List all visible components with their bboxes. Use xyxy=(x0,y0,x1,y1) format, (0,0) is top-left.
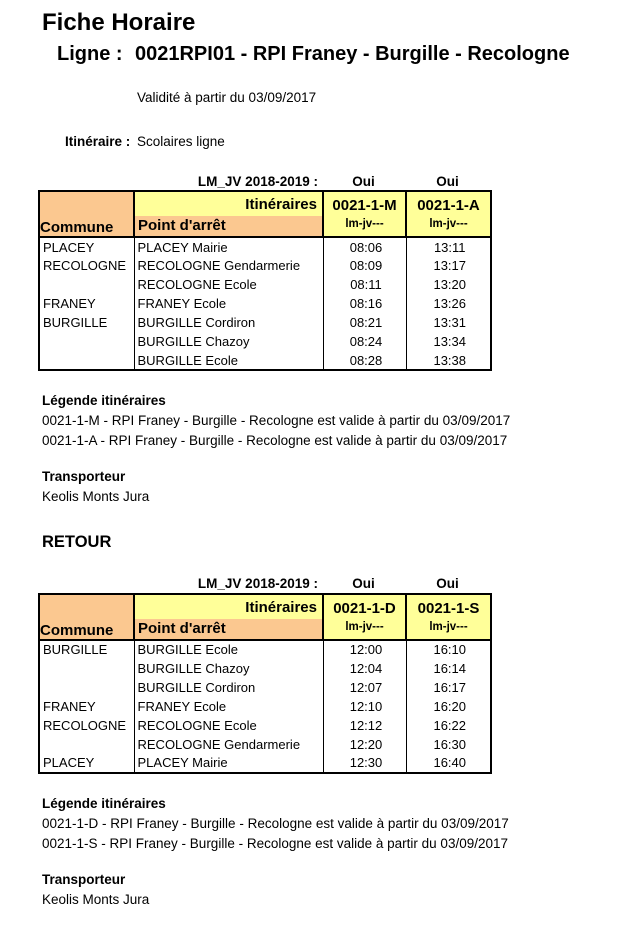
timetable-row xyxy=(39,294,491,313)
timetable-row xyxy=(39,256,491,275)
timetable-row xyxy=(39,754,491,773)
time-cell: 08:06 xyxy=(323,237,406,256)
legend-line: 0021-1-D - RPI Franey - Burgille - Recologne est valide à partir du 03/09/2017 xyxy=(42,815,509,831)
itinerary-code: 0021-1-S xyxy=(417,599,480,617)
time-cell: 13:34 xyxy=(406,332,491,351)
line-row xyxy=(57,43,640,66)
timetable-row xyxy=(39,678,491,697)
period-value: Oui xyxy=(352,576,375,592)
commune-cell: RECOLOGNE xyxy=(39,716,134,735)
timetable-row xyxy=(39,237,491,256)
carrier-heading: Transporteur xyxy=(42,871,126,887)
retour-heading: RETOUR xyxy=(42,533,112,552)
commune-cell xyxy=(39,735,134,754)
commune-cell xyxy=(39,659,134,678)
fiche-horaire-page xyxy=(0,9,640,931)
commune-cell xyxy=(39,332,134,351)
time-cell: 08:16 xyxy=(323,294,406,313)
itinerary-code: 0021-1-D xyxy=(333,599,396,617)
time-cell: 12:30 xyxy=(323,754,406,773)
time-cell: 16:14 xyxy=(406,659,491,678)
stop-header: Point d'arrêt xyxy=(135,619,322,639)
time-cell: 13:17 xyxy=(406,256,491,275)
carrier-name: Keolis Monts Jura xyxy=(42,489,150,505)
time-cell: 08:09 xyxy=(323,256,406,275)
stop-cell: BURGILLE Ecole xyxy=(134,640,323,659)
stop-cell: RECOLOGNE Gendarmerie xyxy=(134,256,323,275)
itineraries-label: Itinéraires xyxy=(135,192,322,216)
timetable xyxy=(38,190,492,371)
itinerary-code: 0021-1-M xyxy=(332,197,397,215)
timetable-block xyxy=(38,575,640,774)
commune-cell: RECOLOGNE xyxy=(39,256,134,275)
period-value: Oui xyxy=(436,576,459,592)
timetable-row xyxy=(39,351,491,370)
period-label: LM_JV 2018-2019 : xyxy=(197,576,318,592)
legend-return-section xyxy=(38,794,640,910)
itinerary-label: Itinéraire : xyxy=(65,133,131,149)
stop-cell: BURGILLE Chazoy xyxy=(134,332,323,351)
period-annotation-row xyxy=(38,172,490,190)
time-cell: 13:38 xyxy=(406,351,491,370)
stop-cell: FRANEY Ecole xyxy=(134,294,323,313)
stop-header: Point d'arrêt xyxy=(135,216,322,236)
time-cell: 13:31 xyxy=(406,313,491,332)
time-cell: 16:10 xyxy=(406,640,491,659)
legend-lines xyxy=(42,411,640,451)
timetable-row xyxy=(39,640,491,659)
time-cell: 12:07 xyxy=(323,678,406,697)
legend-line: 0021-1-A - RPI Franey - Burgille - Recologne est valide à partir du 03/09/2017 xyxy=(42,433,508,449)
commune-cell xyxy=(39,275,134,294)
itinerary-days: lm-jv--- xyxy=(429,620,468,633)
time-cell: 12:10 xyxy=(323,697,406,716)
itinerary-days: lm-jv--- xyxy=(345,218,384,231)
itinerary-value: Scolaires ligne xyxy=(137,133,225,149)
time-cell: 12:20 xyxy=(323,735,406,754)
commune-cell: PLACEY xyxy=(39,754,134,773)
legend-lines xyxy=(42,814,640,854)
carrier-heading: Transporteur xyxy=(42,469,126,485)
timetable-row xyxy=(39,313,491,332)
commune-header: Commune xyxy=(39,594,134,640)
line-value: 0021RPI01 - RPI Franey - Burgille - Recologne xyxy=(135,42,570,65)
legend-block xyxy=(42,794,640,910)
commune-cell xyxy=(39,678,134,697)
stop-cell: RECOLOGNE Ecole xyxy=(134,275,323,294)
itinerary-days: lm-jv--- xyxy=(345,620,384,633)
legend-line: 0021-1-S - RPI Franey - Burgille - Recologne est valide à partir du 03/09/2017 xyxy=(42,835,509,851)
stop-cell: PLACEY Mairie xyxy=(134,754,323,773)
time-cell: 16:30 xyxy=(406,735,491,754)
timetable-row xyxy=(39,275,491,294)
time-cell: 13:20 xyxy=(406,275,491,294)
line-label: Ligne : xyxy=(57,42,123,65)
time-cell: 12:00 xyxy=(323,640,406,659)
timetable-outbound-section xyxy=(38,172,640,371)
itinerary-row xyxy=(38,134,640,150)
legend-outbound-section xyxy=(38,391,640,507)
commune-cell: BURGILLE xyxy=(39,313,134,332)
timetable-header-row xyxy=(39,191,491,237)
time-cell: 08:28 xyxy=(323,351,406,370)
stop-cell: BURGILLE Ecole xyxy=(134,351,323,370)
itinerary-column-header xyxy=(406,191,491,237)
commune-cell: PLACEY xyxy=(39,237,134,256)
carrier-name: Keolis Monts Jura xyxy=(42,891,150,907)
itinerary-code: 0021-1-A xyxy=(417,197,480,215)
timetable-block xyxy=(38,172,640,371)
commune-header: Commune xyxy=(39,191,134,237)
itinerary-column-header xyxy=(323,191,406,237)
stop-cell: PLACEY Mairie xyxy=(134,237,323,256)
itinerary-column-header xyxy=(323,594,406,640)
legend-heading: Légende itinéraires xyxy=(42,795,166,811)
stop-header-cell xyxy=(134,191,323,237)
time-cell: 13:26 xyxy=(406,294,491,313)
stop-cell: BURGILLE Cordiron xyxy=(134,678,323,697)
time-cell: 08:21 xyxy=(323,313,406,332)
timetable xyxy=(38,593,492,774)
timetable-return-section xyxy=(38,575,640,774)
period-value: Oui xyxy=(436,173,459,189)
stop-cell: FRANEY Ecole xyxy=(134,697,323,716)
itinerary-days: lm-jv--- xyxy=(429,218,468,231)
time-cell: 16:22 xyxy=(406,716,491,735)
time-cell: 08:24 xyxy=(323,332,406,351)
timetable-row xyxy=(39,735,491,754)
legend-block xyxy=(42,391,640,507)
commune-cell xyxy=(39,351,134,370)
timetable-row xyxy=(39,659,491,678)
itineraries-label: Itinéraires xyxy=(135,595,322,619)
period-annotation-row xyxy=(38,575,490,593)
period-label: LM_JV 2018-2019 : xyxy=(197,173,318,189)
stop-cell: BURGILLE Chazoy xyxy=(134,659,323,678)
timetable-header-row xyxy=(39,594,491,640)
stop-cell: RECOLOGNE Ecole xyxy=(134,716,323,735)
commune-cell: FRANEY xyxy=(39,697,134,716)
legend-line: 0021-1-M - RPI Franey - Burgille - Recologne est valide à partir du 03/09/2017 xyxy=(42,413,511,429)
time-cell: 12:04 xyxy=(323,659,406,678)
stop-cell: RECOLOGNE Gendarmerie xyxy=(134,735,323,754)
time-cell: 16:40 xyxy=(406,754,491,773)
commune-cell: BURGILLE xyxy=(39,640,134,659)
page-title: Fiche Horaire xyxy=(42,9,196,36)
validity-note: Validité à partir du 03/09/2017 xyxy=(137,89,317,105)
time-cell: 16:20 xyxy=(406,697,491,716)
period-value: Oui xyxy=(352,173,375,189)
commune-cell: FRANEY xyxy=(39,294,134,313)
time-cell: 12:12 xyxy=(323,716,406,735)
stop-header-cell xyxy=(134,594,323,640)
stop-cell: BURGILLE Cordiron xyxy=(134,313,323,332)
itinerary-column-header xyxy=(406,594,491,640)
timetable-row xyxy=(39,697,491,716)
time-cell: 08:11 xyxy=(323,275,406,294)
timetable-row xyxy=(39,716,491,735)
timetable-row xyxy=(39,332,491,351)
time-cell: 13:11 xyxy=(406,237,491,256)
time-cell: 16:17 xyxy=(406,678,491,697)
legend-heading: Légende itinéraires xyxy=(42,393,166,409)
